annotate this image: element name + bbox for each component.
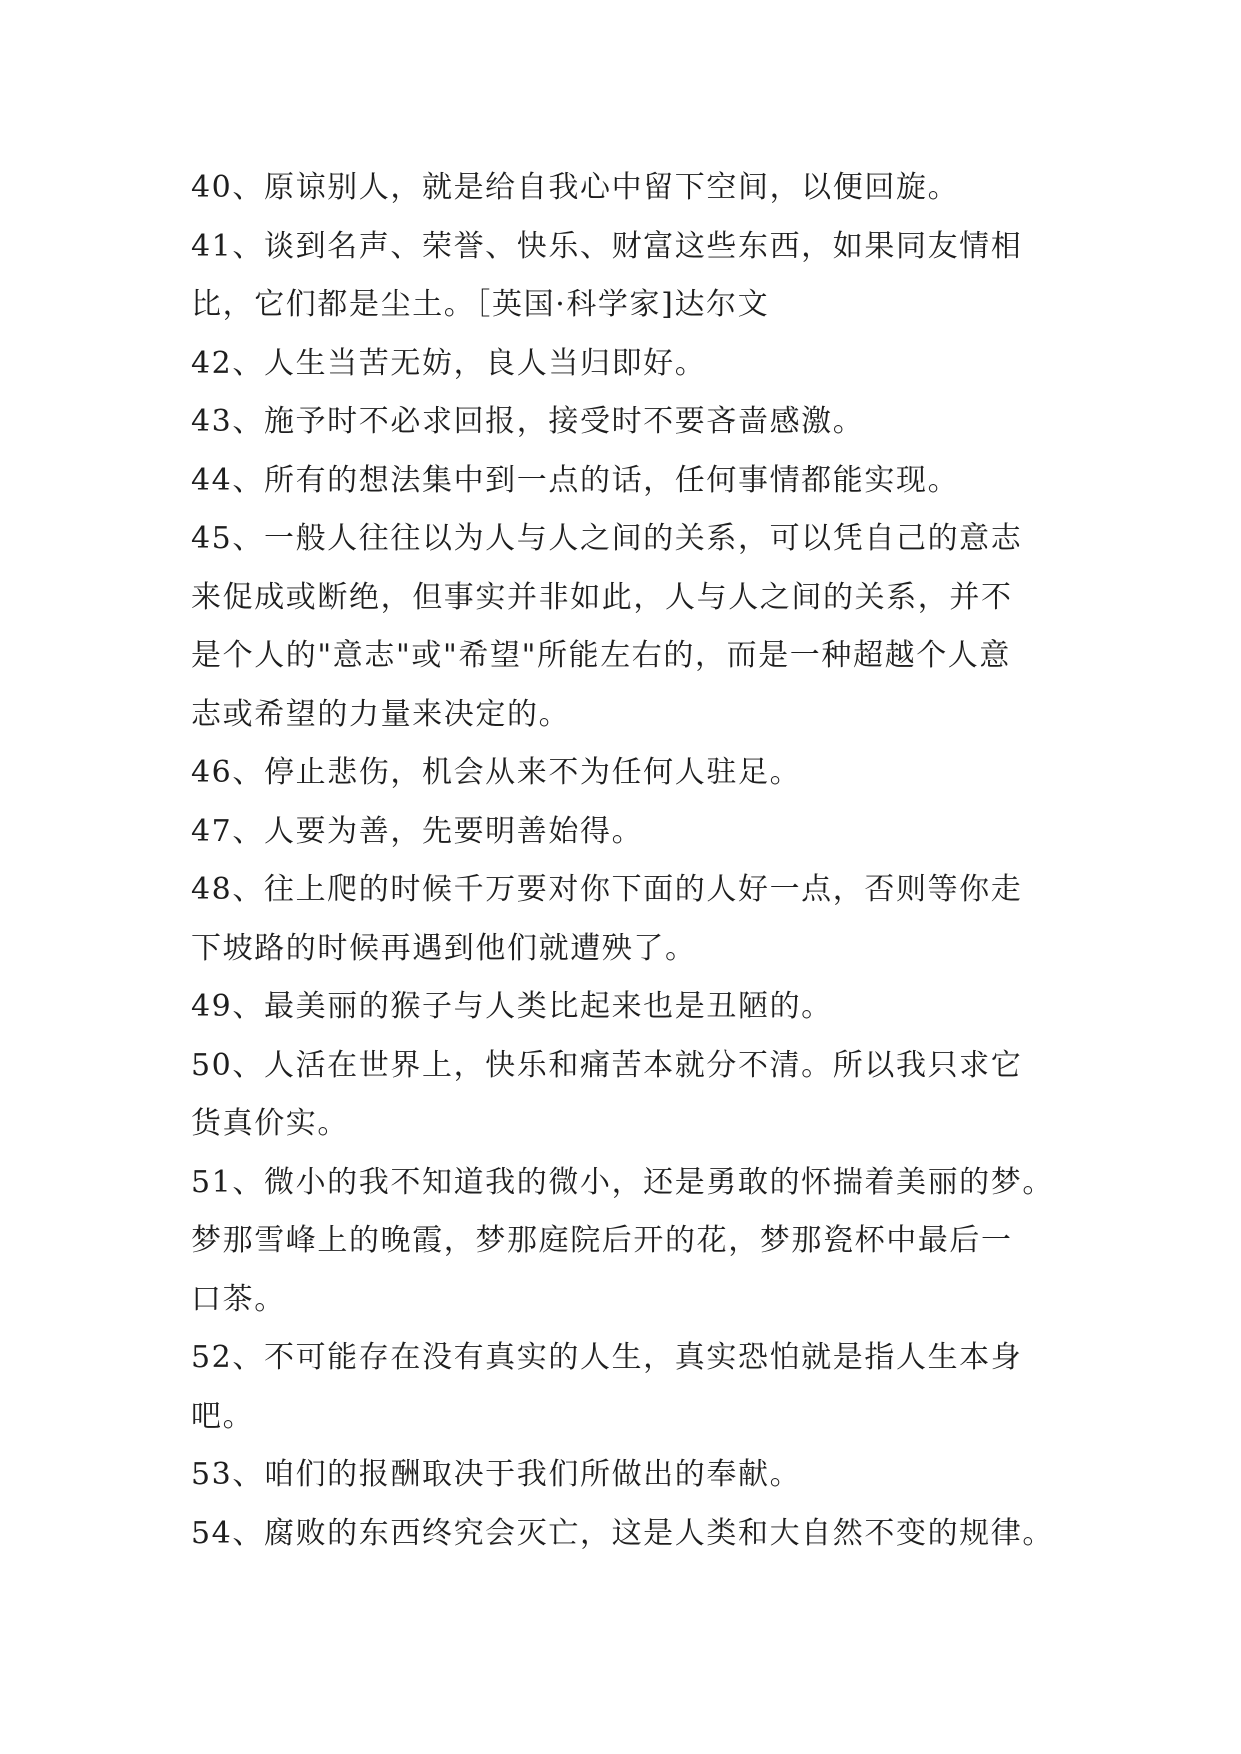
text-line: 44、所有的想法集中到一点的话，任何事情都能实现。 — [191, 462, 960, 498]
text-line: 下坡路的时候再遇到他们就遭殃了。 — [191, 930, 697, 966]
text-line: 口茶。 — [191, 1281, 286, 1317]
text-line: 志或希望的力量来决定的。 — [191, 696, 571, 732]
text-line: 48、往上爬的时候千万要对你下面的人好一点，否则等你走 — [191, 872, 1023, 907]
quote-text-block — [191, 159, 1071, 1563]
text-line: 54、腐败的东西终究会灭亡，这是人类和大自然不变的规律。 — [191, 1515, 1054, 1551]
text-line: 41、谈到名声、荣誉、快乐、财富这些东西，如果同友情相 — [191, 228, 1023, 264]
text-line: 是个人的"意志"或"希望"所能左右的，而是一种超越个人意 — [191, 638, 1011, 673]
text-line: 53、咱们的报酬取决于我们所做出的奉献。 — [191, 1457, 802, 1492]
text-line: 47、人要为善，先要明善始得。 — [191, 813, 644, 849]
text-line: 51、微小的我不知道我的微小，还是勇敢的怀揣着美丽的梦。 — [191, 1164, 1054, 1200]
text-line: 42、人生当苦无妨，良人当归即好。 — [191, 345, 707, 381]
text-line: 吧。 — [191, 1398, 255, 1434]
text-line: 49、最美丽的猴子与人类比起来也是丑陋的。 — [191, 989, 833, 1024]
text-line: 货真价实。 — [191, 1106, 349, 1141]
text-line: 46、停止悲伤，机会从来不为任何人驻足。 — [191, 755, 802, 790]
text-line: 40、原谅别人，就是给自我心中留下空间，以便回旋。 — [191, 170, 960, 205]
text-line: 梦那雪峰上的晚霞，梦那庭院后开的花，梦那瓷杯中最后一 — [191, 1223, 1013, 1258]
text-line: 来促成或断绝，但事实并非如此，人与人之间的关系，并不 — [191, 579, 1013, 615]
text-line: 43、施予时不必求回报，接受时不要吝啬感激。 — [191, 404, 865, 439]
text-line: 比，它们都是尘土。［英国·科学家]达尔文 — [191, 287, 770, 322]
text-line: 45、一般人往往以为人与人之间的关系，可以凭自己的意志 — [191, 521, 1023, 556]
text-line: 50、人活在世界上，快乐和痛苦本就分不清。所以我只求它 — [191, 1047, 1023, 1083]
text-line: 52、不可能存在没有真实的人生，真实恐怕就是指人生本身 — [191, 1340, 1023, 1375]
